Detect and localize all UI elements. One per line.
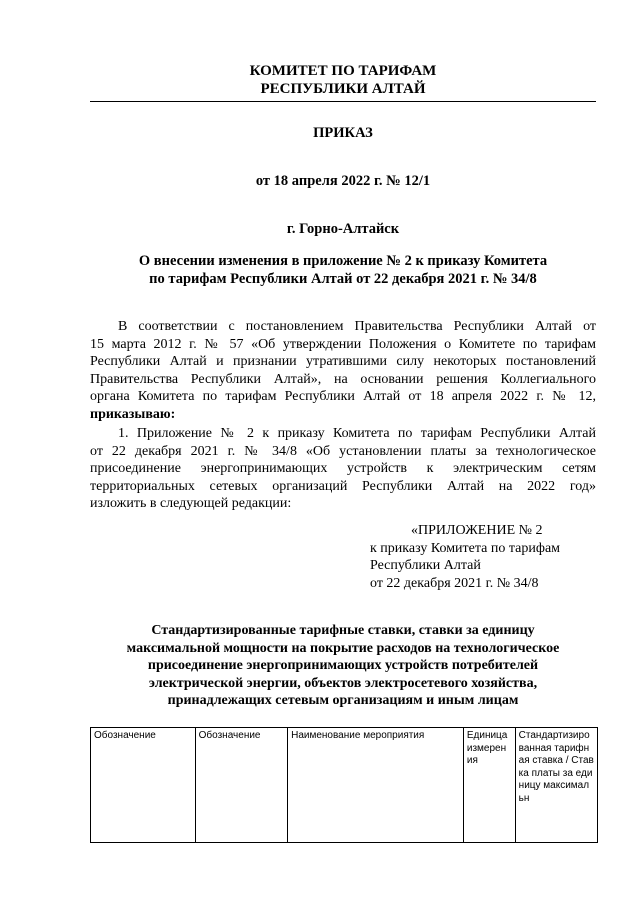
appendix-line: Республики Алтай <box>370 558 481 574</box>
table-header-row <box>91 728 598 843</box>
table-header-cell <box>288 728 464 843</box>
paragraph-line: органа Комитета по тарифам Республики Алтай от 18 апреля 2022 г. № 12, <box>90 389 596 405</box>
appendix-line: «ПРИЛОЖЕНИЕ № 2 <box>411 523 543 538</box>
appendix-reference <box>370 522 560 592</box>
table-header-cell <box>515 728 597 843</box>
subject-line: О внесении изменения в приложение № 2 к приказу Комитета <box>138 253 548 269</box>
title-line: присоединение энергопринимающих устройств потребителей <box>147 658 539 673</box>
rates-table-title <box>90 622 596 710</box>
preamble-paragraph <box>90 318 596 424</box>
header-text: Наименование мероприятия <box>291 730 425 741</box>
table-header-cell <box>195 728 287 843</box>
header-text: Обозначение <box>94 730 156 741</box>
header-text: Единица измерения <box>466 730 508 767</box>
paragraph-line: территориальных сетевых организаций Республики Алтай на 2022 год» <box>90 478 596 494</box>
paragraph-line: Правительства Республики Алтай», на основании решения Коллегиального <box>90 371 596 387</box>
title-line: максимальной мощности на покрытие расходов на технологическое <box>126 640 560 656</box>
table-header-cell <box>463 728 515 843</box>
order-date: от 18 апреля 2022 г. № 12/1 <box>255 173 431 189</box>
title-line: Стандартизированные тарифные ставки, ставки за единицу <box>151 623 535 638</box>
clause-1-paragraph <box>90 425 596 513</box>
appendix-line: к приказу Комитета по тарифам <box>370 540 561 556</box>
paragraph-line: Республики Алтай и признании утратившими силу некоторых постановлений <box>90 354 596 370</box>
title-line: принадлежащих сетевым организациям и иным лицам <box>167 693 519 708</box>
rates-table <box>90 727 598 843</box>
header-text: Обозначение <box>198 730 261 741</box>
paragraph-line: от 22 декабря 2021 г. № 34/8 «Об установлении платы за технологическое <box>90 443 596 459</box>
paragraph-line: В соответствии с постановлением Правительства Республики Алтай от <box>118 319 596 334</box>
paragraph-line: изложить в следующей редакции: <box>90 496 292 512</box>
subject-line: по тарифам Республики Алтай от 22 декабря 2021 г. № 34/8 <box>149 271 537 287</box>
paragraph-line: присоединение энергопринимающих устройств к электрическим сетям <box>90 461 596 477</box>
table-header-cell <box>91 728 196 843</box>
order-city: г. Горно-Алтайск <box>286 221 400 237</box>
appendix-line: от 22 декабря 2021 г. № 34/8 <box>370 575 539 591</box>
paragraph-line: 15 марта 2012 г. № 57 «Об утверждении Положения о Комитете по тарифам <box>90 336 596 352</box>
committee-name-line1: КОМИТЕТ ПО ТАРИФАМ <box>249 63 437 79</box>
committee-name-line2: РЕСПУБЛИКИ АЛТАЙ <box>260 81 426 97</box>
header-text: Стандартизированная тарифная ставка / Ставка платы за единицу максимальн <box>518 730 594 804</box>
title-line: электрической энергии, объектов электросетевого хозяйства, <box>148 675 538 691</box>
order-subject <box>90 252 596 288</box>
order-title: ПРИКАЗ <box>313 125 373 141</box>
decree-word: приказываю: <box>90 406 176 422</box>
header-divider <box>90 101 596 102</box>
paragraph-line: 1. Приложение № 2 к приказу Комитета по тарифам Республики Алтай <box>118 426 596 441</box>
